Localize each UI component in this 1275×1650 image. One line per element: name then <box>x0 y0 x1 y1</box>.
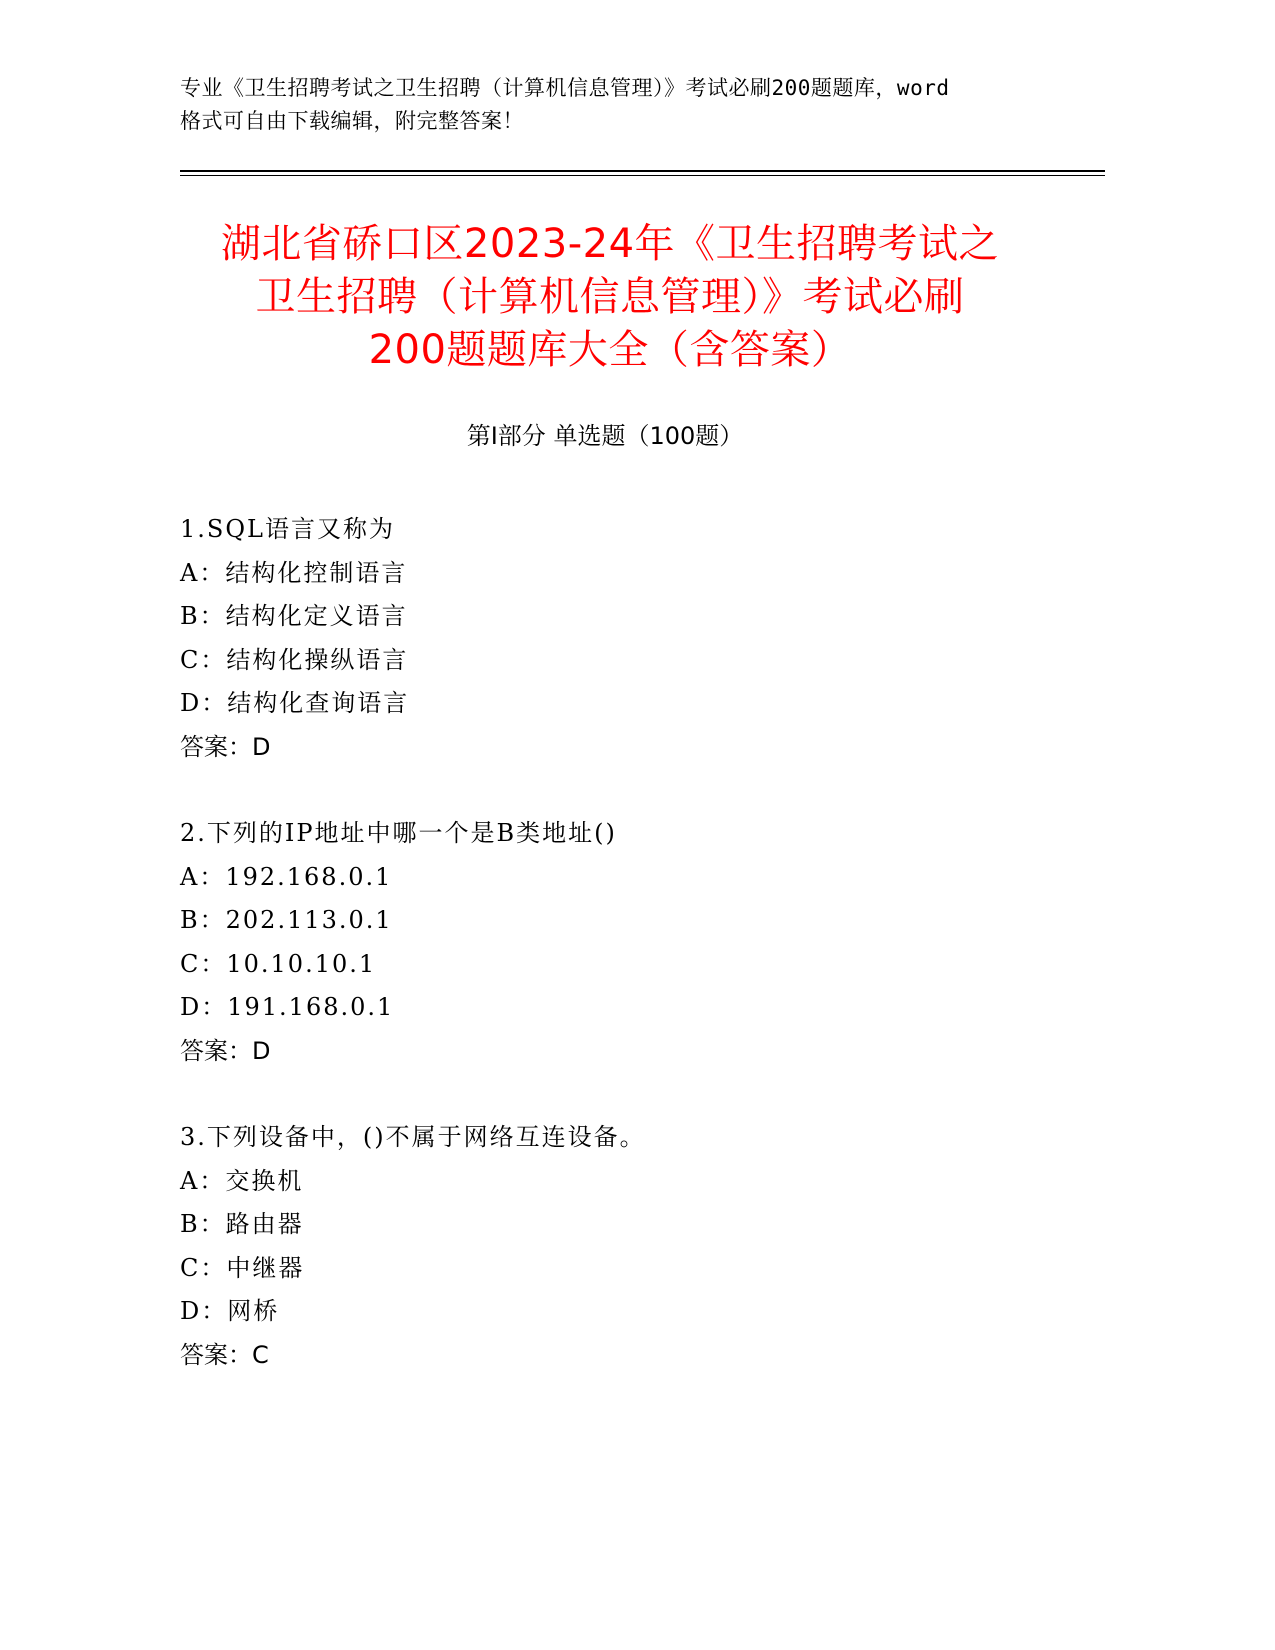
option-c: C：中继器 <box>180 1253 305 1282</box>
option-d: D：191.168.0.1 <box>180 993 395 1021</box>
title-line: 湖北省硚口区2023-24年《卫生招聘考试之 <box>220 221 1000 267</box>
option-b: B：路由器 <box>180 1210 304 1238</box>
option-b: B：202.113.0.1 <box>180 906 393 934</box>
document-title <box>150 218 1070 377</box>
title-line: 卫生招聘（计算机信息管理）》考试必刷 <box>255 274 965 320</box>
question-item <box>180 508 1080 769</box>
title-line: 200题题库大全（含答案） <box>368 327 852 373</box>
question-item <box>180 812 1080 1073</box>
option-a: A：结构化控制语言 <box>180 558 408 587</box>
option-a: A：192.168.0.1 <box>180 862 393 891</box>
option-d: D：结构化查询语言 <box>180 689 410 717</box>
header-note <box>180 72 1060 138</box>
header-note-line: 专业《卫生招聘考试之卫生招聘（计算机信息管理）》考试必刷200题题库，word <box>180 76 950 100</box>
option-c: C：10.10.10.1 <box>180 949 377 978</box>
option-a: A：交换机 <box>180 1166 304 1195</box>
answer: 答案：D <box>180 1036 271 1065</box>
question-stem: 3.下列设备中，()不属于网络互连设备。 <box>180 1123 646 1151</box>
answer: 答案：C <box>180 1340 269 1369</box>
option-b: B：结构化定义语言 <box>180 602 408 630</box>
header-divider <box>180 170 1105 172</box>
header-divider-thin <box>180 175 1105 176</box>
question-stem: 1.SQL语言又称为 <box>180 515 395 543</box>
section-heading: 第Ⅰ部分 单选题（100题） <box>466 422 744 450</box>
option-d: D：网桥 <box>180 1297 280 1325</box>
header-note-line: 格式可自由下载编辑，附完整答案！ <box>180 109 524 133</box>
answer: 答案：D <box>180 732 271 761</box>
question-stem: 2.下列的IP地址中哪一个是B类地址() <box>180 819 617 847</box>
option-c: C：结构化操纵语言 <box>180 645 409 674</box>
question-item <box>180 1116 1080 1377</box>
question-list <box>180 508 1080 1420</box>
